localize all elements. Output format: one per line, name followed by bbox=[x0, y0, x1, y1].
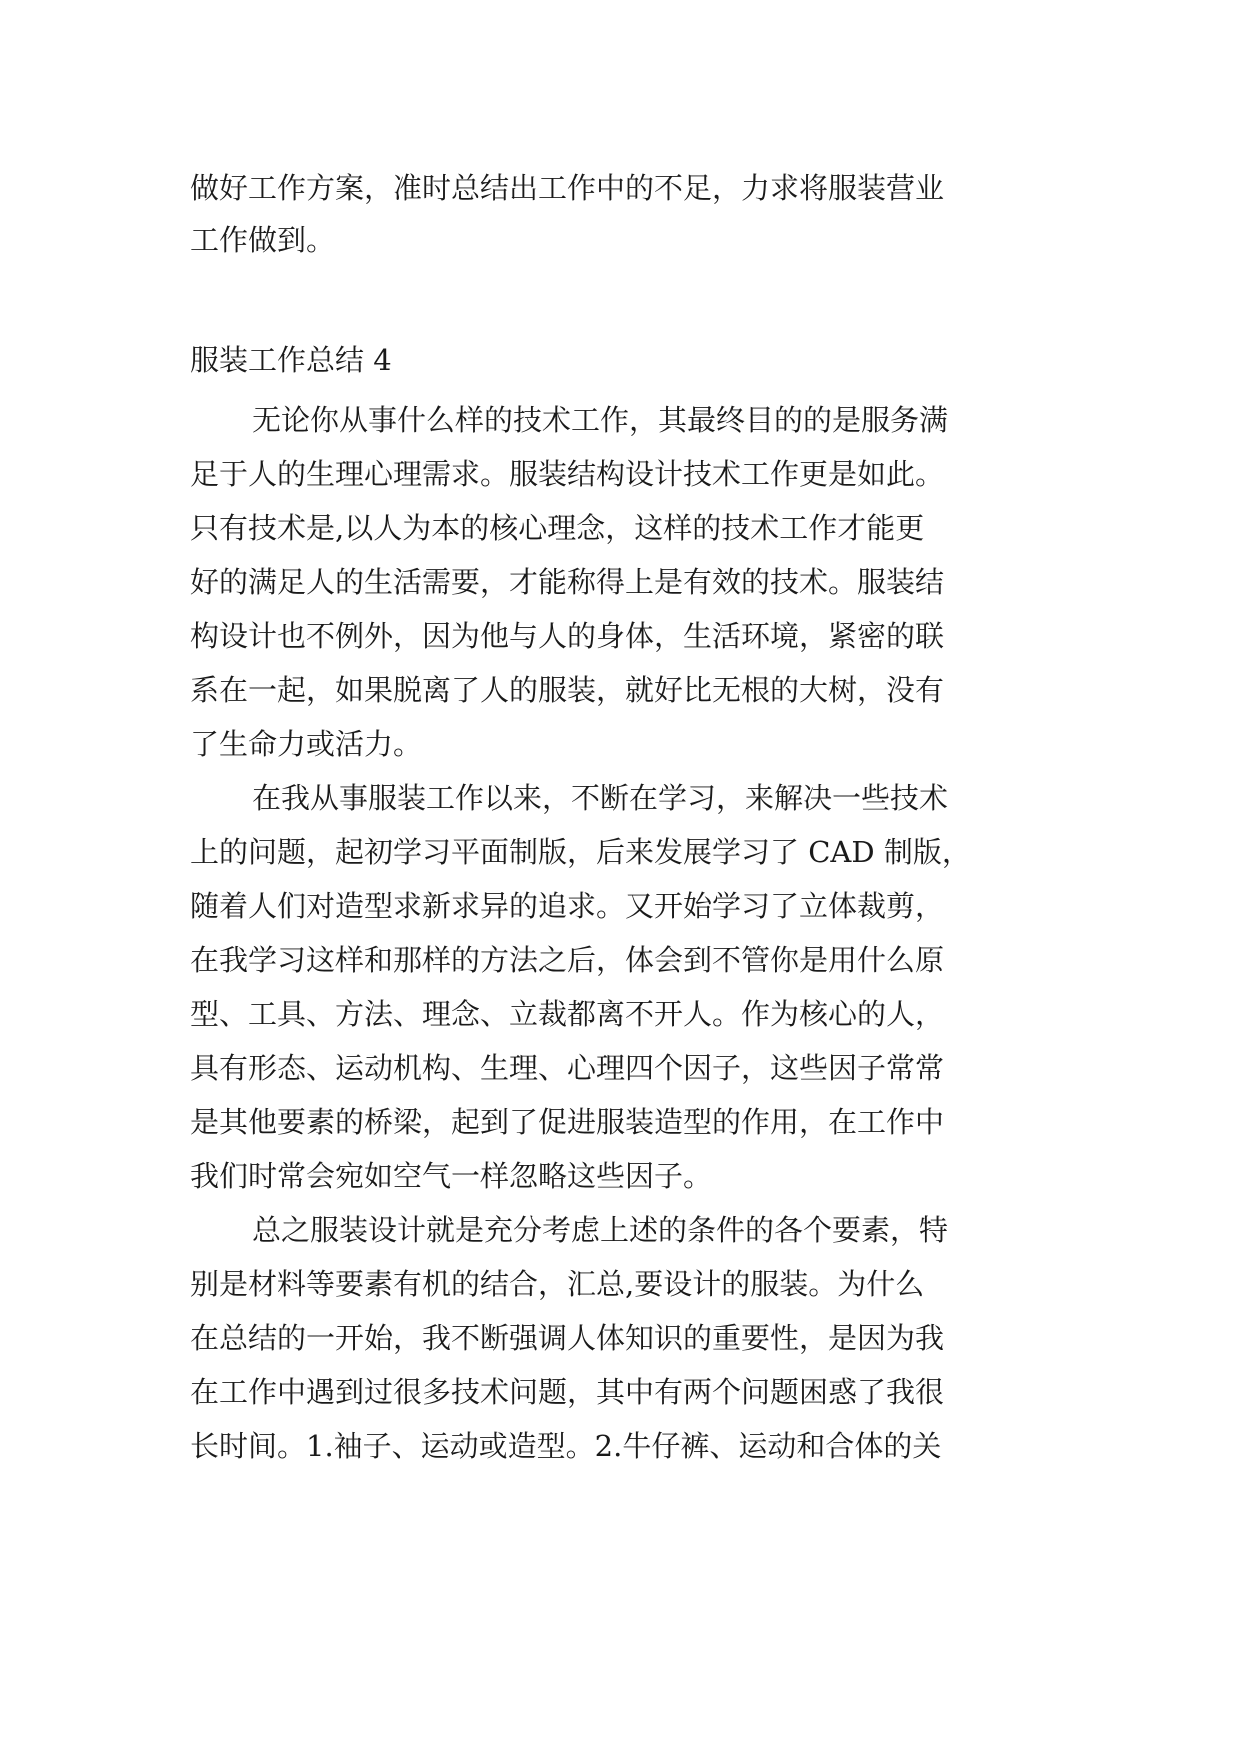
text-line: 做好工作方案，准时总结出工作中的不足，力求将服装营业 bbox=[190, 171, 945, 205]
text-line: 我们时常会宛如空气一样忽略这些因子。 bbox=[190, 1159, 713, 1193]
text-line: 好的满足人的生活需要，才能称得上是有效的技术。服装结 bbox=[190, 565, 945, 599]
text-line: 系在一起，如果脱离了人的服装，就好比无根的大树，没有 bbox=[190, 673, 945, 707]
text-line: 长时间。1.袖子、运动或造型。2.牛仔裤、运动和合体的关 bbox=[190, 1429, 942, 1463]
text-line: 随着人们对造型求新求异的追求。又开始学习了立体裁剪， bbox=[190, 889, 945, 923]
text-line: 具有形态、运动机构、生理、心理四个因子，这些因子常常 bbox=[190, 1051, 945, 1085]
text-line: 了生命力或活力。 bbox=[190, 727, 423, 761]
text-line: 是其他要素的桥梁，起到了促进服装造型的作用，在工作中 bbox=[190, 1105, 945, 1139]
text-line: 在我学习这样和那样的方法之后，体会到不管你是用什么原 bbox=[190, 943, 945, 977]
text-line: 在总结的一开始，我不断强调人体知识的重要性，是因为我 bbox=[190, 1321, 945, 1355]
text-line: 型、工具、方法、理念、立裁都离不开人。作为核心的人， bbox=[190, 997, 945, 1031]
text-line: 足于人的生理心理需求。服装结构设计技术工作更是如此。 bbox=[190, 457, 945, 491]
paragraph-first-line: 总之服装设计就是充分考虑上述的条件的各个要素，特 bbox=[252, 1213, 949, 1247]
text-line: 工作做到。 bbox=[190, 223, 336, 257]
paragraph-first-line: 在我从事服装工作以来，不断在学习，来解决一些技术 bbox=[252, 781, 949, 815]
text-line: 在工作中遇到过很多技术问题，其中有两个问题困惑了我很 bbox=[190, 1375, 945, 1409]
section-heading: 服装工作总结 4 bbox=[190, 343, 392, 377]
text-line: 构设计也不例外，因为他与人的身体，生活环境，紧密的联 bbox=[190, 619, 945, 653]
text-line: 别是材料等要素有机的结合，汇总,要设计的服装。为什么 bbox=[190, 1267, 925, 1301]
text-line: 只有技术是,以人为本的核心理念，这样的技术工作才能更 bbox=[190, 511, 925, 545]
paragraph-first-line: 无论你从事什么样的技术工作，其最终目的的是服务满 bbox=[252, 403, 949, 437]
text-line: 上的问题，起初学习平面制版，后来发展学习了 CAD 制版， bbox=[190, 835, 971, 869]
